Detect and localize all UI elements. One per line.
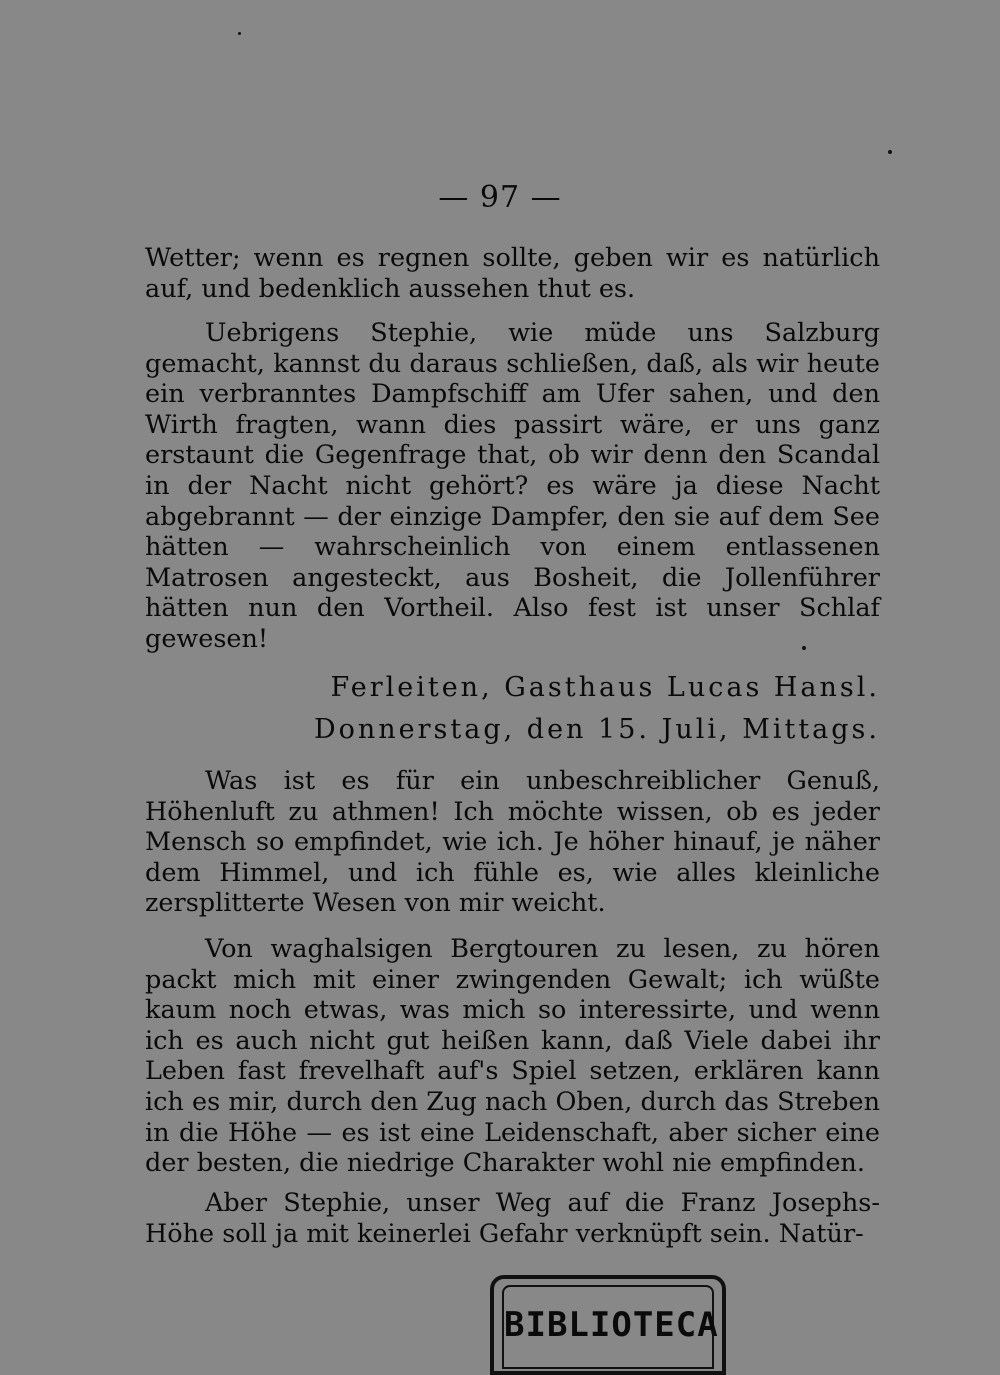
- paragraph-3-block: [145, 766, 880, 919]
- paragraph-5-block: [145, 1188, 880, 1249]
- library-stamp-frame: [502, 1285, 719, 1369]
- ink-speck: [802, 646, 806, 650]
- paragraph-5: Aber Stephie, unser Weg auf die Franz Josephs-Höhe soll ja mit keinerlei Gefahr verknüpft sein. Natür-: [145, 1188, 880, 1249]
- paragraph-1-block: [145, 243, 880, 304]
- paragraph-4: Von waghalsigen Bergtouren zu lesen, zu hören packt mich mit einer zwingenden Gewalt; ich wüßte kaum noch etwas, was mich so interessirte, und wenn ich es auch nicht gut heißen kann, daß Viele dabei ihr Leben fast frevelhaft auf's Spiel setzen, erklären kann ich es mir, durch den Zug nach Oben, durch das Streben in die Höhe — es ist eine Leidenschaft, aber sicher eine der besten, die niedrige Charakter wohl nie empfinden.: [145, 934, 880, 1179]
- paragraph-4-block: [145, 934, 880, 1179]
- ink-speck: [238, 32, 241, 35]
- paragraph-1: Wetter; wenn es regnen sollte, geben wir es natürlich auf, und bedenklich aussehen thut es.: [145, 243, 880, 304]
- library-stamp: [490, 1275, 726, 1375]
- paragraph-2: Uebrigens Stephie, wie müde uns Salzburg gemacht, kannst du daraus schließen, daß, als wir heute ein verbranntes Dampfschiff am Ufer sahen, und den Wirth fragten, wann dies passirt wäre, er uns ganz erstaunt die Gegenfrage that, ob wir denn den Scandal in der Nacht nicht gehört? es wäre ja diese Nacht abgebrannt — der einzige Dampfer, den sie auf dem See hätten — wahrscheinlich von einem entlassenen Matrosen angesteckt, aus Bosheit, die Jollenführer hätten nun den Vortheil. Also fest ist unser Schlaf gewesen!: [145, 318, 880, 654]
- heading-location: Ferleiten, Gasthaus Lucas Hansl.: [330, 672, 880, 703]
- page-number: — 97 —: [438, 180, 562, 215]
- paragraph-2-block: [145, 318, 880, 655]
- library-stamp-text: BIBLIOTECA: [504, 1305, 719, 1345]
- heading-date: Donnerstag, den 15. Juli, Mittags.: [313, 714, 880, 745]
- paragraph-3: Was ist es für ein unbeschreiblicher Genuß, Höhenluft zu athmen! Ich möchte wissen, ob es jeder Mensch so empfindet, wie ich. Je höher hinauf, je näher dem Himmel, und ich fühle es, wie alles kleinliche zersplitterte Wesen von mir weicht.: [145, 766, 880, 919]
- ink-speck: [888, 150, 892, 154]
